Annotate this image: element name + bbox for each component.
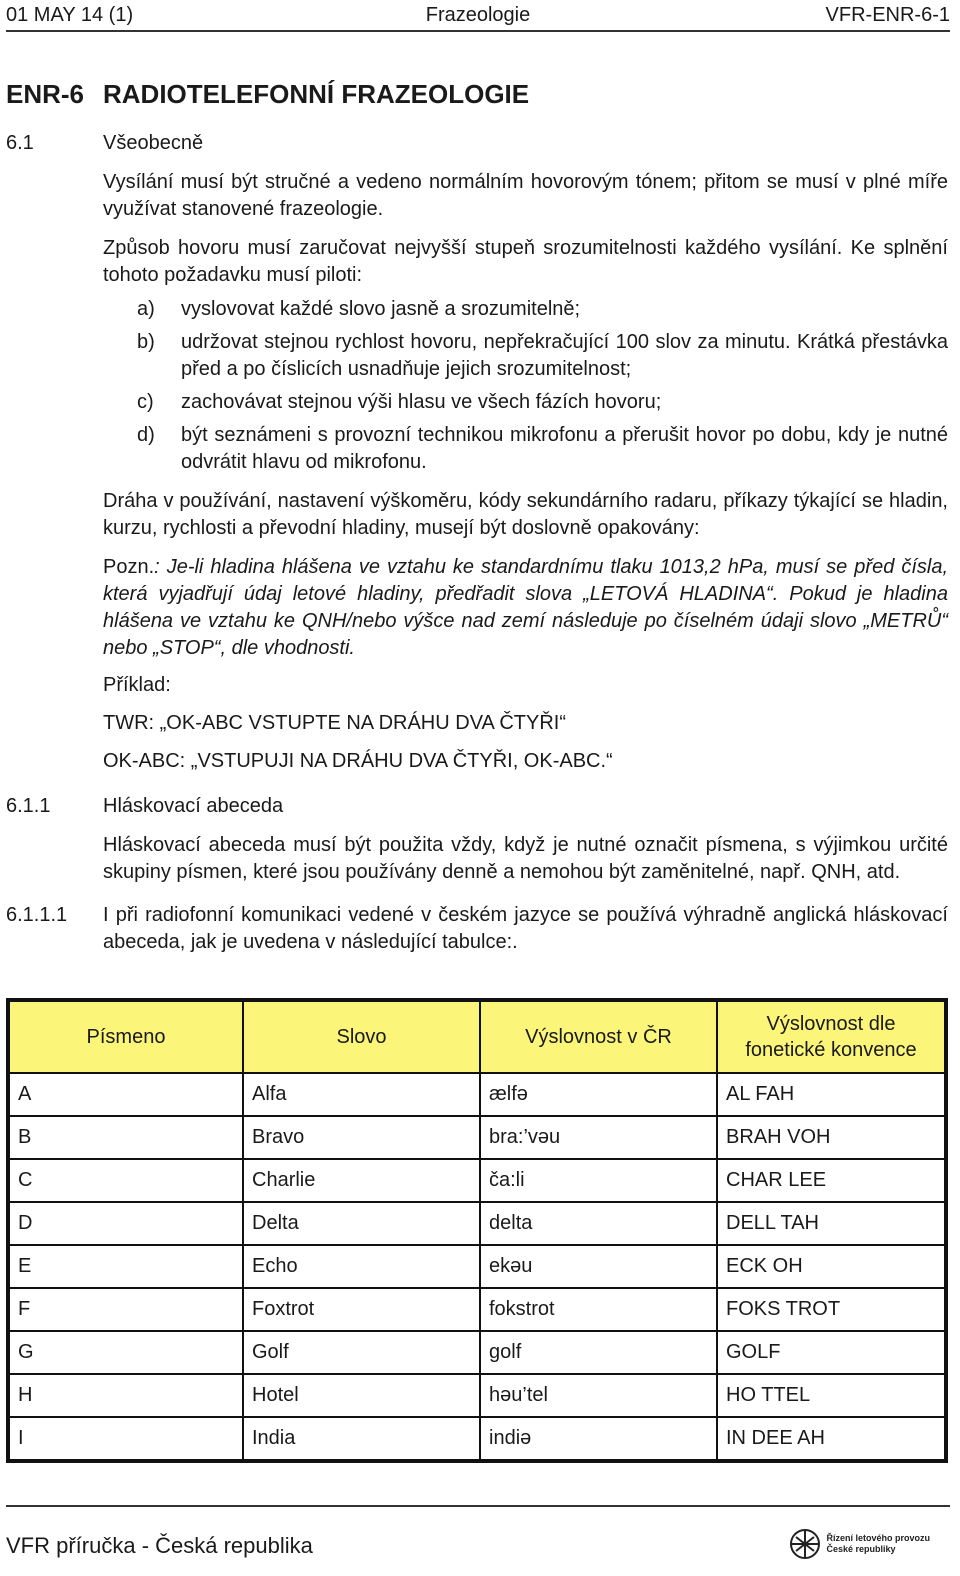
section-6-1-heading — [6, 130, 948, 157]
column-header-czech-pronunciation: Výslovnost v ČR — [480, 1000, 717, 1073]
cell-czech-pronunciation: ča:li — [480, 1159, 717, 1202]
cell-letter: F — [8, 1288, 243, 1331]
list-marker: c) — [137, 391, 154, 413]
table-row — [8, 1202, 946, 1245]
cell-letter: G — [8, 1331, 243, 1374]
table-header-row — [8, 1000, 946, 1073]
list-text: vyslovovat každé slovo jasně a srozumitelně; — [181, 298, 581, 320]
cell-czech-pronunciation: bra:’vəu — [480, 1116, 717, 1159]
cell-phonetic-convention: GOLF — [717, 1331, 946, 1374]
cell-letter: D — [8, 1202, 243, 1245]
list-item — [137, 422, 948, 476]
column-header-phonetic-convention: Výslovnost dle fonetické konvence — [717, 1000, 946, 1073]
column-header-letter: Písmeno — [8, 1000, 243, 1073]
list-marker: d) — [137, 424, 155, 446]
table-row — [8, 1159, 946, 1202]
section-number: 6.1 — [6, 132, 34, 154]
ans-logo-text — [826, 1533, 930, 1555]
table-row — [8, 1245, 946, 1288]
document-title — [6, 76, 948, 112]
cell-czech-pronunciation: indiə — [480, 1417, 717, 1461]
cell-word: Golf — [243, 1331, 480, 1374]
cell-czech-pronunciation: ælfə — [480, 1073, 717, 1116]
example-aircraft: OK-ABC: „VSTUPUJI NA DRÁHU DVA ČTYŘI, OK-ABC.“ — [103, 750, 613, 772]
column-header-word: Slovo — [243, 1000, 480, 1073]
cell-letter: H — [8, 1374, 243, 1417]
cell-phonetic-convention: ECK OH — [717, 1245, 946, 1288]
ans-logo — [788, 1528, 930, 1560]
cell-word: Bravo — [243, 1116, 480, 1159]
cell-letter: B — [8, 1116, 243, 1159]
logo-line-2: České republiky — [826, 1544, 896, 1554]
table-row — [8, 1331, 946, 1374]
cell-word: Delta — [243, 1202, 480, 1245]
phonetic-alphabet-table — [6, 998, 948, 1463]
cell-word: Hotel — [243, 1374, 480, 1417]
table-row — [8, 1288, 946, 1331]
section-number: 6.1.1.1 — [6, 904, 68, 926]
cell-phonetic-convention: DELL TAH — [717, 1202, 946, 1245]
note-text: : Je-li hladina hlášena ve vztahu ke standardnímu tlaku 1013,2 hPa, musí se před čísla, která vyjadřují údaj letové hladiny, předřadit slova „LETOVÁ HLADINA“. Pokud je hladina hlášena ve vztahu ke QNH/nebo výšce nad zemí následuje po číselném údaji slovo „METRŮ“ nebo „STOP“, dle vhodnosti. — [103, 556, 948, 659]
paragraph-readback: Dráha v používání, nastavení výškoměru, kódy sekundárního radaru, příkazy týkající se hladin, kurzu, rychlosti a převodní hladiny, musejí být doslovně opakovány: — [103, 490, 948, 539]
list-marker: a) — [137, 298, 155, 320]
cell-word: India — [243, 1417, 480, 1461]
cell-letter: E — [8, 1245, 243, 1288]
page-header — [6, 2, 950, 32]
table-row — [8, 1417, 946, 1461]
footer-publication: VFR příručka - Česká republika — [6, 1533, 313, 1558]
paragraph-speech: Způsob hovoru musí zaručovat nejvyšší stupeň srozumitelnosti každého vysílání. Ke splnění tohoto požadavku musí piloti: — [103, 237, 948, 286]
cell-czech-pronunciation: ekəu — [480, 1245, 717, 1288]
example-twr: TWR: „OK-ABC VSTUPTE NA DRÁHU DVA ČTYŘI“ — [103, 712, 566, 734]
title-text: RADIOTELEFONNÍ FRAZEOLOGIE — [103, 79, 530, 109]
list-marker: b) — [137, 331, 155, 353]
list-text: být seznámeni s provozní technikou mikrofonu a přerušit hovor po dobu, kdy je nutné odvrátit hlavu od mikrofonu. — [181, 424, 948, 473]
title-number: ENR-6 — [6, 79, 85, 109]
cell-phonetic-convention: IN DEE AH — [717, 1417, 946, 1461]
table-body — [8, 1073, 946, 1461]
header-page-id: VFR-ENR-6-1 — [825, 4, 950, 26]
section-text: I při radiofonní komunikaci vedené v českém jazyce se používá výhradně anglická hláskovací abeceda, jak je uvedena v následující tabulce:. — [103, 904, 948, 953]
list-item — [137, 329, 948, 383]
example-label: Příklad: — [103, 674, 171, 696]
section-number: 6.1.1 — [6, 795, 51, 817]
cell-word: Alfa — [243, 1073, 480, 1116]
table-row — [8, 1116, 946, 1159]
list-item — [137, 389, 948, 416]
cell-phonetic-convention: AL FAH — [717, 1073, 946, 1116]
section-title: Hláskovací abeceda — [103, 795, 284, 817]
footer-divider — [6, 1505, 950, 1507]
cell-letter: A — [8, 1073, 243, 1116]
cell-word: Foxtrot — [243, 1288, 480, 1331]
ans-logo-icon — [788, 1528, 822, 1560]
list-text: udržovat stejnou rychlost hovoru, nepřekračující 100 slov za minutu. Krátká přestávka před a po číslicích usnadňuje jejich srozumitelnost; — [181, 331, 948, 380]
note-paragraph — [103, 554, 948, 662]
cell-czech-pronunciation: delta — [480, 1202, 717, 1245]
paragraph-transmission: Vysílání musí být stručné a vedeno normálním hovorovým tónem; přitom se musí v plné míře využívat stanovené frazeologie. — [103, 171, 948, 220]
requirements-list — [137, 296, 948, 476]
cell-word: Charlie — [243, 1159, 480, 1202]
cell-czech-pronunciation: fokstrot — [480, 1288, 717, 1331]
table-row — [8, 1073, 946, 1116]
cell-czech-pronunciation: həu’tel — [480, 1374, 717, 1417]
cell-czech-pronunciation: golf — [480, 1331, 717, 1374]
section-6-1-1-heading — [6, 793, 948, 820]
logo-line-1: Řízení letového provozu — [826, 1533, 930, 1543]
cell-phonetic-convention: BRAH VOH — [717, 1116, 946, 1159]
section-6-1-1-1 — [6, 902, 948, 956]
cell-phonetic-convention: FOKS TROT — [717, 1288, 946, 1331]
cell-word: Echo — [243, 1245, 480, 1288]
note-label: Pozn. — [103, 556, 155, 578]
table-row — [8, 1374, 946, 1417]
header-date: 01 MAY 14 (1) — [6, 4, 134, 26]
paragraph-spelling-alphabet: Hláskovací abeceda musí být použita vždy, když je nutné označit písmena, s výjimkou určité skupiny písmen, které jsou používány denně a nemohou být zaměnitelné, např. QNH, atd. — [103, 834, 948, 883]
document-body — [6, 76, 948, 956]
list-text: zachovávat stejnou výši hlasu ve všech fázích hovoru; — [181, 391, 662, 413]
cell-letter: C — [8, 1159, 243, 1202]
list-item — [137, 296, 948, 323]
section-title: Všeobecně — [103, 132, 204, 154]
cell-letter: I — [8, 1417, 243, 1461]
header-chapter: Frazeologie — [425, 4, 531, 26]
cell-phonetic-convention: HO TTEL — [717, 1374, 946, 1417]
cell-phonetic-convention: CHAR LEE — [717, 1159, 946, 1202]
